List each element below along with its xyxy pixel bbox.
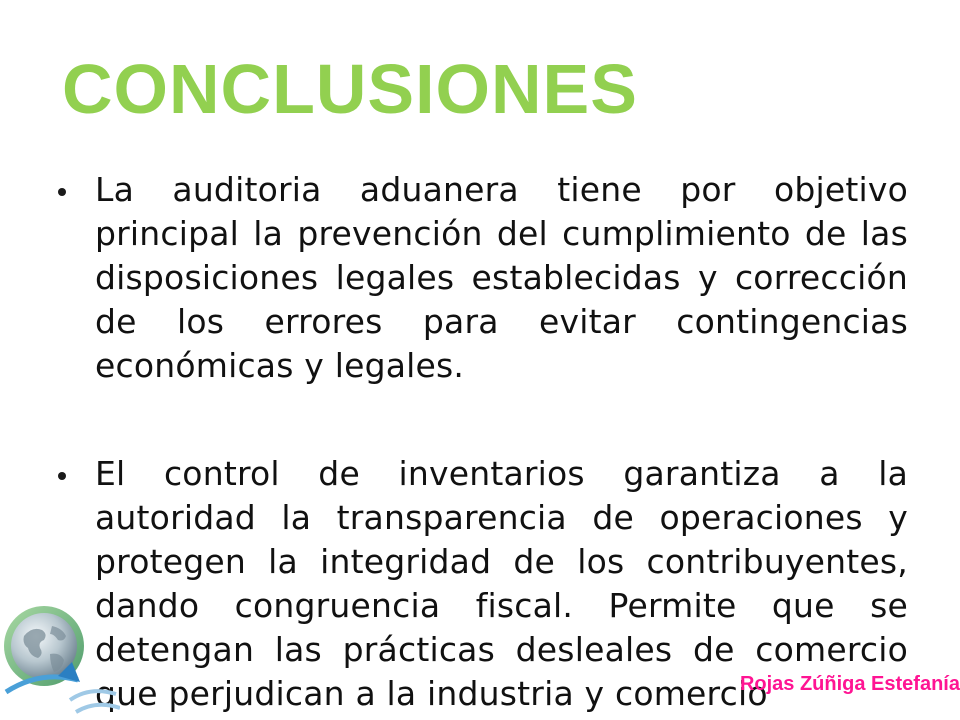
bullet-text: El control de inventarios garantiza a la autoridad la transparencia de operaciones y protegen la integridad de los contribuyentes, dando congruencia fiscal. Permite que se detengan las prácticas desleales de comercio que perjudican a la industria y comercio xyxy=(95,454,908,713)
bullet-item xyxy=(58,168,908,388)
bullet-dot-icon xyxy=(58,472,66,480)
slide-title: CONCLUSIONES xyxy=(62,50,638,128)
bullet-text: La auditoria aduanera tiene por objetivo principal la prevención del cumplimiento de las disposiciones legales establecidas y corrección de los errores para evitar contingencias económicas y legales. xyxy=(95,170,908,385)
bullet-dot-icon xyxy=(58,188,66,196)
author-name: Rojas Zúñiga Estefanía xyxy=(739,673,960,695)
bullet-list xyxy=(58,168,908,720)
globe-icon xyxy=(0,600,120,720)
